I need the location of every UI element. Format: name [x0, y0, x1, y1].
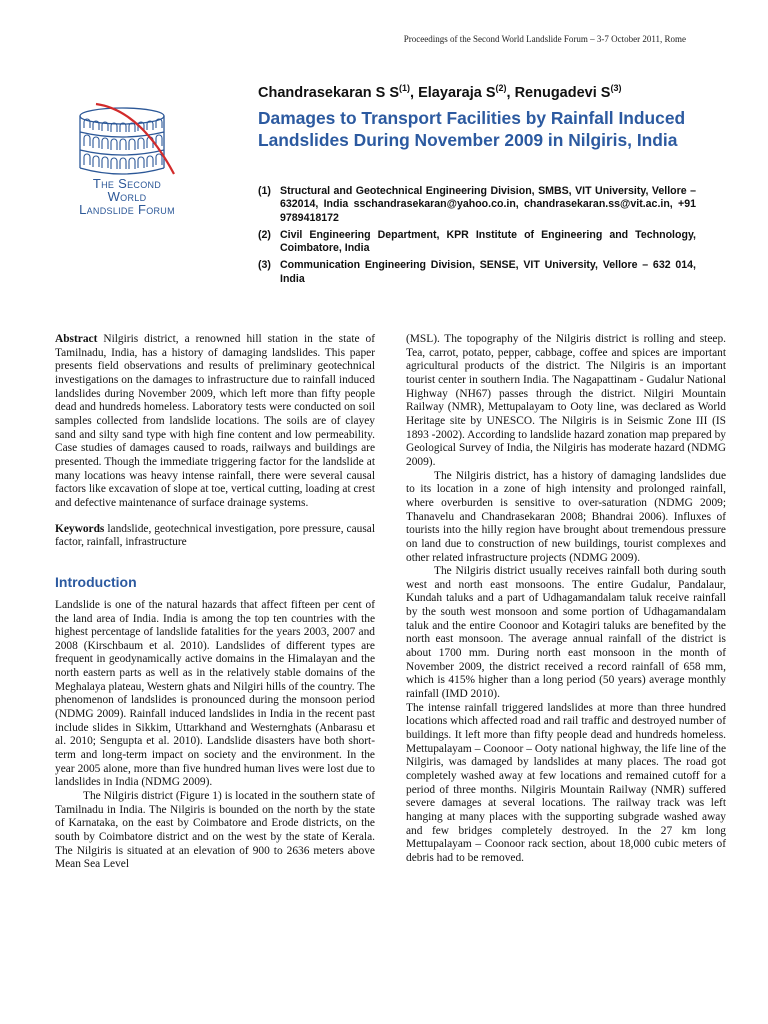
affiliation-text: Civil Engineering Department, KPR Institute of Engineering and Technology, Coimbatore, India	[280, 228, 696, 255]
abstract	[55, 333, 375, 511]
author-separator: ,	[410, 84, 419, 101]
affiliation-list	[258, 185, 696, 290]
affiliation-3	[258, 259, 696, 286]
keywords-text: landslide, geotechnical investigation, pore pressure, causal factor, rainfall, infrastructure	[55, 522, 375, 549]
introduction-heading: Introduction	[55, 573, 137, 590]
abstract-label: Abstract	[55, 333, 98, 345]
author-list	[258, 83, 708, 101]
intro-paragraph-2-continued: (MSL). The topography of the Nilgiris district is rolling and steep. Tea, carrot, potato, pepper, cabbage, coffee and spices are important agricultural products of the district. The Nilgiris is an important tourist center in southern India. The Nagapattinam - Gudalur National Highway (NH67) passes through the district. Nilgiri Mountain Railway (NMR), Mettupalayam to Ooty line, was declared as World Heritage site by UNESCO. The Nilgiris is in Seismic Zone III (IS 1893 -2002). According to landslide hazard zonation map prepared by Geological Survey of India, the Nilgiris has moderate hazard (NDMG 2009).	[406, 333, 726, 468]
intro-paragraph-5: The intense rainfall triggered landslides at more than three hundred locations which affected road and rail traffic and destroyed number of buildings. It left more than fifty people dead and hundreds homeless. Mettupalayam – Coonoor – Ooty national highway, the life line of the Nilgiris, was damaged by landslides at many places. The road got completely washed away at few locations and remained cutoff for a period of three months. Nilgiris Mountain Railway (NMR) suffered severe damages at several locations. The railway track was left hanging at many places with the supporting subgrade washed away and few bridges completely destroyed. In the 27 km long Mettupalayam – Coonoor rack section, about 18,000 cubic meters of debris had to be removed.	[406, 701, 726, 864]
affiliation-2	[258, 229, 696, 256]
logo-line-2: World	[107, 189, 147, 204]
affiliation-number: (2)	[258, 228, 271, 241]
author-1-affil: (1)	[399, 83, 411, 93]
affiliation-text: Structural and Geotechnical Engineering Division, SMBS, VIT University, Vellore – 632014, India sschandrasekaran@yahoo.co.in, chandrasekaran.ss@vit.ac.in, +91 9789418172	[280, 185, 696, 224]
affiliation-number: (1)	[258, 185, 271, 197]
keywords-label: Keywords	[55, 522, 105, 535]
intro-paragraph-1: Landslide is one of the natural hazards that affect fifteen per cent of the land area of India. India is among the top ten countries with the highest percentage of landslide fatalities for the years 2003, 2007 and 2008 (Kirschbaum et al. 2010). Landslides of different types are frequent in geodynamically active domains in the Himalayan and the north eastern parts as well as in the relatively stable domains of the Meghalaya plateau, Western ghats and Nilgiri hills of the country. The phenomenon of landslides is pronounced during the monsoon period (NDMG 2009). Rainfall induced landslides in India in the recent past include slides in Sikkim, Uttarkhand and Westernghats (Anbarasu et al. 2010; Sengupta et al. 2010). Landslide disasters have both short-term and long-term impact on society and the environment. In the year 2005 alone, more than five hundred human lives were lost due to landslides in India (NDMG 2009).	[55, 598, 375, 789]
affiliation-number: (3)	[258, 259, 271, 272]
author-1: Chandrasekaran S S	[258, 84, 400, 101]
intro-paragraph-2: The Nilgiris district (Figure 1) is located in the southern state of Tamilnadu in India. The Nilgiris is bounded on the north by the state of Karnataka, on the east by Coimbatore and Erode districts, on the south by Coimbatore district and on the west by the state of Kerala. The Nilgiris is situated at an elevation of 900 to 2636 meters above Mean Sea Level	[55, 790, 375, 871]
keywords	[55, 523, 375, 550]
logo-wordmark	[62, 177, 192, 216]
logo-line-3: Landslide Forum	[79, 202, 175, 217]
affiliation-1	[258, 185, 696, 225]
intro-paragraph-4: The Nilgiris district usually receives rainfall both during south west and north east monsoons. The entire Gudalur, Pandalaur, Kundah taluks and a part of Udhagamandalam taluk receive rainfall by the south west monsoon and some portion of Udhagamandalam taluk and the entire Coonoor and Kotagiri taluks are benefited by the north east monsoon. The average annual rainfall of the district is about 1700 mm. During north east monsoon in the month of November 2009, the district received a record rainfall of 658 mm, which is 415% higher than a long period (50 years) average monthly rainfall (IMD 2010).	[406, 565, 726, 701]
paper-title: Damages to Transport Facilities by Rainfall Induced Landslides During November 2009 in Nilgiris, India	[258, 108, 686, 150]
right-column	[406, 333, 726, 866]
author-separator: ,	[506, 84, 515, 101]
left-column	[55, 333, 375, 872]
logo-line-1: The Second	[92, 176, 162, 191]
running-header: Proceedings of the Second World Landslide Forum – 3-7 October 2011, Rome	[403, 34, 686, 44]
author-2-affil: (2)	[495, 83, 507, 93]
author-2: Elayaraja S	[418, 84, 496, 101]
abstract-text: Nilgiris district, a renowned hill station in the state of Tamilnadu, India, has a history of damaging landslides. This paper presents field observations and results of preliminary geotechnical investigations on the damages to infrastructure due to rainfall induced landslides during November 2009, which left more than fifty people dead and hundreds homeless. Laboratory tests were conducted on soil samples collected from landslide locations. The soils are of clayey sand and silty sand type with high fine content and low permeability. Case studies of damages caused to roads, railways and buildings are presented. Though the immediate triggering factor for the landslide at many locations was heavy intense rainfall, there were several causal factors like excavation of slope at toe, vertical cutting, loading at crest and defective maintenance of surface drainage systems.	[55, 333, 375, 509]
intro-paragraph-3: The Nilgiris district, has a history of damaging landslides due to its location in a zone of high intensity and prolonged rainfall, where overburden is sensitive to over-saturation (NDMG 2009; Thanavelu and Chandrasekaran 2008; Bhandrai 2006). Influxes of tourists into the hilly region have brought about tremendous pressure on land due to construction of new buildings, tourist complexes and other related infrastructure projects (NDMG 2009).	[406, 469, 726, 564]
author-3-affil: (3)	[610, 83, 622, 93]
author-3: Renugadevi S	[514, 84, 611, 101]
affiliation-text: Communication Engineering Division, SENSE, VIT University, Vellore – 632 014, India	[280, 259, 696, 285]
